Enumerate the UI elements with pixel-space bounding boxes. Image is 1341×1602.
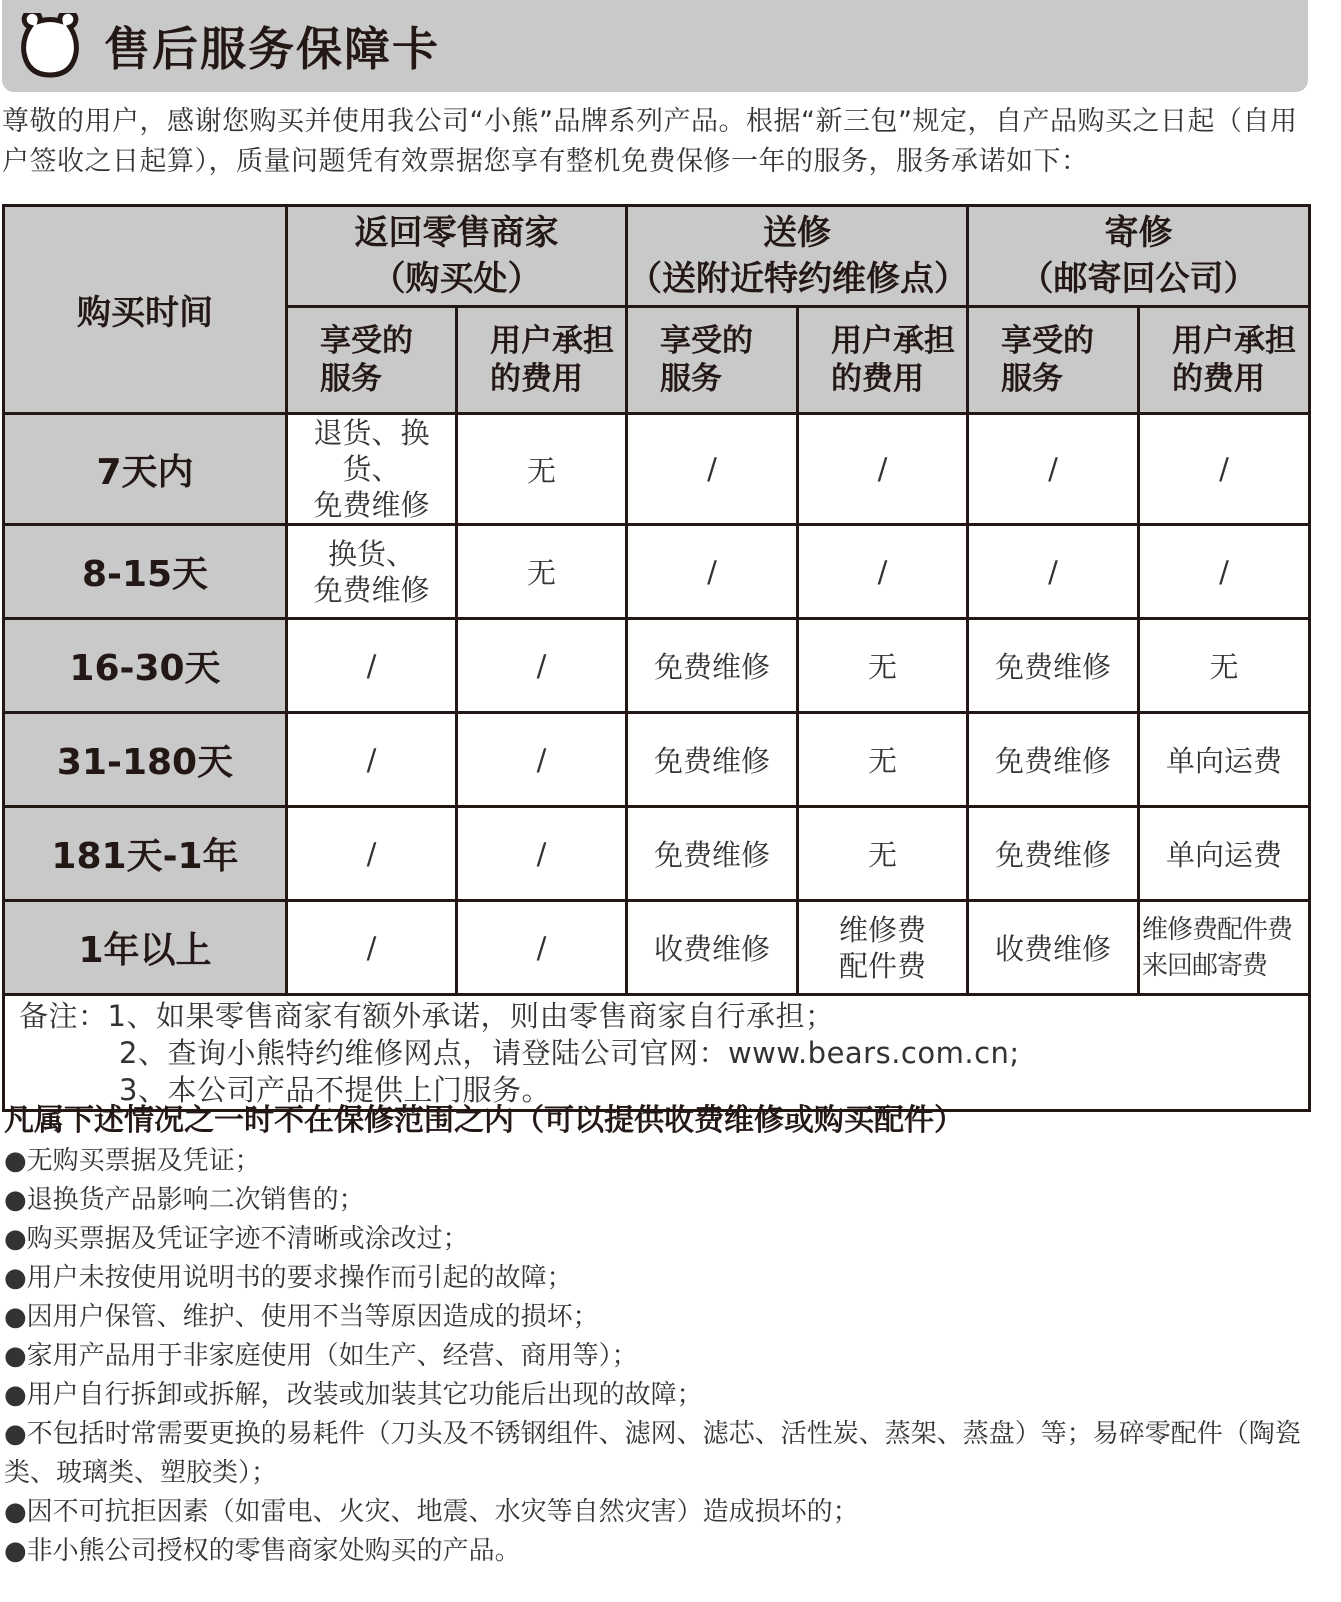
service-table [2, 204, 1311, 1112]
period-cell: 1年以上 [4, 901, 287, 995]
table-cell: / [287, 713, 457, 807]
table-cell: 无 [798, 619, 968, 713]
sub-header: 用户承担 的费用 [798, 307, 968, 414]
intro-text: 尊敬的用户，感谢您购买并使用我公司“小熊”品牌系列产品。根据“新三包”规定，自产品购买之日起（自用户签收之日起算），质量问题凭有效票据您享有整机免费保修一年的服务，服务承诺如下： [2, 106, 1298, 177]
period-cell: 8-15天 [4, 525, 287, 619]
table-cell: / [287, 901, 457, 995]
table-cell: 收费维修 [627, 901, 798, 995]
table-cell: / [627, 414, 798, 525]
table-cell: 退货、换货、 免费维修 [287, 414, 457, 525]
table-row [4, 525, 1310, 619]
period-cell: 181天-1年 [4, 807, 287, 901]
exclusion-item: ●用户自行拆卸或拆解，改装或加装其它功能后出现的故障； [4, 1380, 703, 1410]
table-cell: 维修费 配件费 [798, 901, 968, 995]
table-cell: / [457, 713, 627, 807]
table-row [4, 901, 1310, 995]
table-cell: 免费维修 [968, 807, 1139, 901]
table-cell: 免费维修 [627, 713, 798, 807]
sub-header: 享受的 服务 [287, 307, 457, 414]
group-header-mail-in: 寄修 （邮寄回公司） [968, 206, 1310, 307]
table-cell: 无 [457, 414, 627, 525]
page-title: 售后服务保障卡 [104, 22, 440, 76]
table-cell: 换货、 免费维修 [287, 525, 457, 619]
exclusion-item: ●退换货产品影响二次销售的； [4, 1185, 365, 1215]
table-cell: 免费维修 [627, 807, 798, 901]
table-cell: 单向运费 [1139, 807, 1310, 901]
exclusion-item: ●购买票据及凭证字迹不清晰或涂改过； [4, 1224, 469, 1254]
period-cell: 16-30天 [4, 619, 287, 713]
table-cell: 免费维修 [627, 619, 798, 713]
table-cell: / [457, 619, 627, 713]
notes: 备注：1、如果零售商家有额外承诺，则由零售商家自行承担； 2、查询小熊特约维修网点，请登陆公司官网：www.bears.com.cn; 3、本公司产品不提供上门服务。 [4, 995, 1310, 1111]
table-cell: / [968, 525, 1139, 619]
table-cell: / [287, 619, 457, 713]
table-cell: 单向运费 [1139, 713, 1310, 807]
table-row [4, 619, 1310, 713]
table-cell: / [1139, 414, 1310, 525]
table-cell: 无 [1139, 619, 1310, 713]
table-row [4, 713, 1310, 807]
exclusion-item: ●无购买票据及凭证； [4, 1146, 261, 1176]
sub-header: 享受的 服务 [627, 307, 798, 414]
table-cell: / [457, 901, 627, 995]
sub-header: 享受的 服务 [968, 307, 1139, 414]
table-cell: / [287, 807, 457, 901]
table-cell: 免费维修 [968, 619, 1139, 713]
table-row [4, 807, 1310, 901]
sub-header: 用户承担 的费用 [457, 307, 627, 414]
group-header-retailer: 返回零售商家 （购买处） [287, 206, 627, 307]
exclusion-item: ●用户未按使用说明书的要求操作而引起的故障； [4, 1263, 573, 1293]
period-cell: 7天内 [4, 414, 287, 525]
table-cell: 免费维修 [968, 713, 1139, 807]
table-cell: / [798, 414, 968, 525]
table-cell: / [1139, 525, 1310, 619]
table-cell: 无 [457, 525, 627, 619]
period-cell: 31-180天 [4, 713, 287, 807]
exclusion-item: ●因用户保管、维护、使用不当等原因造成的损坏； [4, 1302, 599, 1332]
exclusions-title: 凡属下述情况之一时不在保修范围之内（可以提供收费维修或购买配件） [4, 1103, 964, 1138]
table-cell: / [798, 525, 968, 619]
purchase-time-header: 购买时间 [4, 206, 287, 414]
table-cell: 无 [798, 807, 968, 901]
exclusion-item: ●不包括时常需要更换的易耗件（刀头及不锈钢组件、滤网、滤芯、活性炭、蒸架、蒸盘）等；易碎零配件（陶瓷类、玻璃类、塑胶类）； [4, 1419, 1301, 1488]
table-cell: / [457, 807, 627, 901]
exclusions [4, 1100, 1340, 1571]
table-cell: / [627, 525, 798, 619]
table-cell: 收费维修 [968, 901, 1139, 995]
table-cell: 维修费配件费 来回邮寄费 [1139, 901, 1310, 995]
group-header-repair-center: 送修 （送附近特约维修点） [627, 206, 968, 307]
sub-header: 用户承担 的费用 [1139, 307, 1310, 414]
bear-face-icon [18, 13, 82, 79]
exclusion-item: ●因不可抗拒因素（如雷电、火灾、地震、水灾等自然灾害）造成损坏的； [4, 1497, 859, 1527]
table-row [4, 414, 1310, 525]
exclusion-item: ●家用产品用于非家庭使用（如生产、经营、商用等）； [4, 1341, 638, 1371]
table-cell: 无 [798, 713, 968, 807]
title-bar [2, 0, 1308, 92]
exclusion-item: ●非小熊公司授权的零售商家处购买的产品。 [4, 1536, 521, 1566]
table-cell: / [968, 414, 1139, 525]
